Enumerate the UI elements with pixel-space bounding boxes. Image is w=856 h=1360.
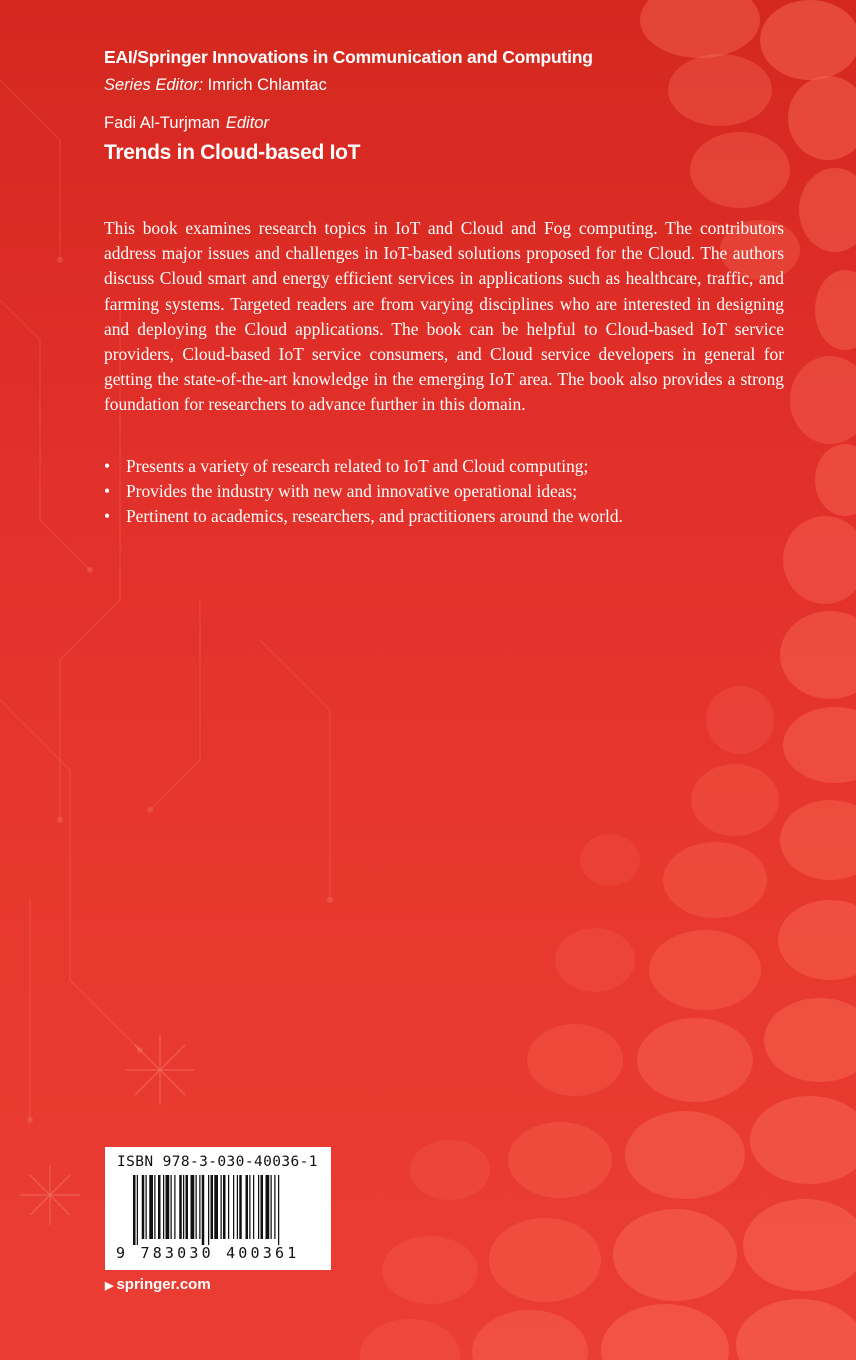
publisher-url: springer.com xyxy=(116,1276,211,1293)
barcode-bar xyxy=(149,1175,153,1239)
barcode-bar xyxy=(146,1175,147,1239)
isbn-label: ISBN 978-3-030-40036-1 xyxy=(117,1154,318,1170)
barcode-bar xyxy=(174,1175,175,1239)
list-item xyxy=(104,504,794,529)
book-title: Trends in Cloud-based IoT xyxy=(104,141,361,164)
list-item xyxy=(104,454,794,479)
barcode-icon xyxy=(133,1175,323,1245)
series-editor-label: Series Editor: xyxy=(104,76,204,94)
barcode-bar xyxy=(202,1175,205,1245)
barcode-bar xyxy=(223,1175,226,1239)
barcode-bar xyxy=(211,1175,214,1239)
bullet-icon: • xyxy=(104,506,111,527)
decor-discs xyxy=(360,0,856,1360)
ean-digits: 9 783030 400361 xyxy=(116,1244,300,1262)
series-title: EAI/Springer Innovations in Communication and Computing xyxy=(104,47,593,67)
barcode-bar xyxy=(233,1175,234,1239)
editor-role: Editor xyxy=(225,114,269,132)
barcode-bar xyxy=(179,1175,182,1239)
barcode-bar xyxy=(221,1175,222,1239)
barcode-bar xyxy=(249,1175,250,1239)
barcode-bar xyxy=(183,1175,184,1239)
editor-line xyxy=(104,114,269,133)
barcode-bar xyxy=(239,1175,242,1239)
barcode-bar xyxy=(158,1175,161,1239)
barcode-bar xyxy=(274,1175,275,1239)
barcode-bar xyxy=(266,1175,270,1239)
barcode-bar xyxy=(137,1175,138,1245)
barcode-bar xyxy=(186,1175,189,1239)
barcode-bar xyxy=(196,1175,197,1239)
barcode-bar xyxy=(214,1175,218,1239)
bullet-icon: • xyxy=(104,481,111,502)
barcode-box xyxy=(105,1147,331,1270)
barcode-bar xyxy=(278,1175,279,1245)
barcode-bar xyxy=(237,1175,238,1239)
publisher-link[interactable] xyxy=(105,1276,211,1293)
barcode-bar xyxy=(246,1175,249,1239)
list-item-text: Pertinent to academics, researchers, and practitioners around the world. xyxy=(126,506,623,527)
barcode-bar xyxy=(142,1175,145,1239)
book-description: This book examines research topics in IoT and Cloud and Fog computing. The contributors address major issues and challenges in IoT-based solutions proposed for the Cloud. The authors discuss Cloud smart and energy efficient services in applications such as healthcare, traffic, and farming systems. Targeted readers are from varying disciplines who are interested in designing and deploying the Cloud applications. The book can be helpful to Cloud-based IoT service providers, Cloud-based IoT service consumers, and Cloud service developers in general for getting the state-of-the-art knowledge in the emerging IoT area. The book also provides a strong foundation for researchers to advance further in this domain. xyxy=(104,218,784,415)
feature-list xyxy=(104,454,794,530)
barcode-bar xyxy=(163,1175,164,1239)
editor-name: Fadi Al-Turjman xyxy=(104,114,220,132)
barcode-bar xyxy=(166,1175,170,1239)
series-editor-line xyxy=(104,76,327,95)
barcode-bar xyxy=(191,1175,195,1239)
barcode-bar xyxy=(258,1175,259,1239)
barcode-bar xyxy=(133,1175,136,1245)
list-item-text: Provides the industry with new and innovative operational ideas; xyxy=(126,481,578,502)
barcode-bar xyxy=(261,1175,264,1239)
series-editor-name: Imrich Chlamtac xyxy=(207,76,327,94)
barcode-bar xyxy=(199,1175,200,1239)
barcode-bar xyxy=(171,1175,172,1239)
barcode-bar xyxy=(228,1175,229,1239)
list-item xyxy=(104,479,794,504)
arrow-icon: ▶ xyxy=(105,1280,114,1292)
barcode-bar xyxy=(253,1175,254,1239)
bullet-icon: • xyxy=(104,456,111,476)
barcode-bar xyxy=(271,1175,272,1239)
list-item-text: Presents a variety of research related to IoT and Cloud computing; xyxy=(126,456,589,476)
barcode-bar xyxy=(154,1175,155,1239)
barcode-bar xyxy=(208,1175,209,1245)
